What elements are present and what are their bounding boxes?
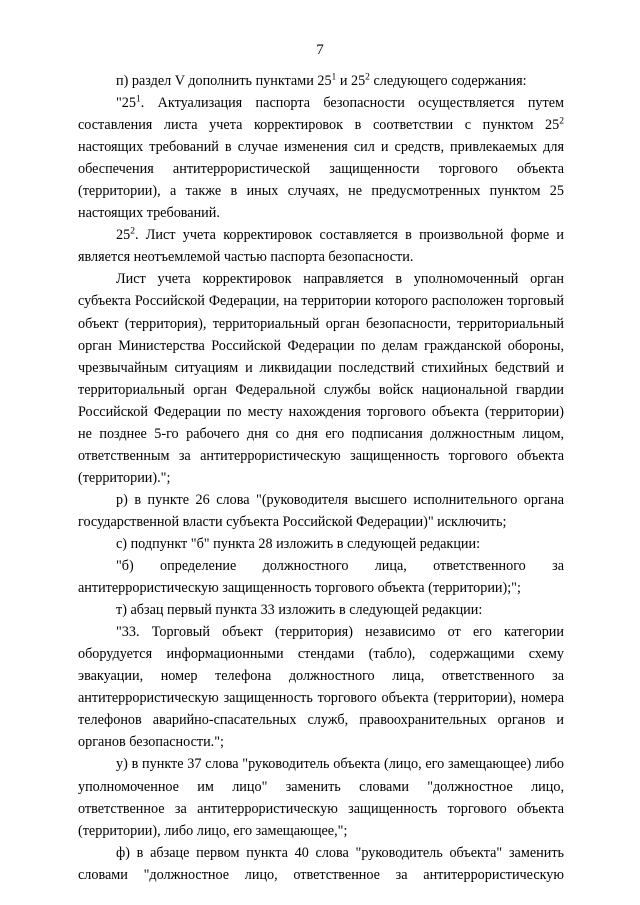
document-body [78,70,564,886]
paragraph: $25^2$. Лист учета корректировок составляется в произвольной форме и является неотъемлемой частью паспорта безопасности. [78,226,564,266]
paragraph: Лист учета корректировок направляется в уполномоченный орган субъекта Российской Федерации, на территории которого расположен торговый объект (территория), территориальный орган безопасности, территориальный орган Министерства Российской Федерации по делам гражданской обороны, чрезвычайным ситуациям и ликвидации последствий стихийных бедствий и территориальный орган Федеральной службы войск национальной гвардии Российской Федерации по месту нахождения торгового объекта (территории) не позднее 5-го рабочего дня со дня его подписания должностным лицом, ответственным за антитеррористическую защищенность торгового объекта (территории)."; [78,271,564,486]
paragraph: т) абзац первый пункта 33 изложить в следующей редакции: [116,602,483,619]
paragraph: "б) определение должностного лица, ответственного за антитеррористическую защищенность торгового объекта (территории);"; [78,558,564,597]
page-number: 7 [316,42,324,58]
paragraph: с) подпункт "б" пункта 28 изложить в следующей редакции: [116,535,481,552]
paragraph: п) раздел V дополнить пунктами $25^1$ и $25^2$ следующего содержания: [116,72,527,89]
paragraph: у) в пункте 37 слова "руководитель объекта (лицо, его замещающее) либо уполномоченное им лицо" заменить словами "должностное лицо, ответственное за антитеррористическую защищенность торгового объекта (территории), либо лицо, его замещающее,"; [78,756,564,839]
paragraph: "33. Торговый объект (территория) независимо от его категории оборудуется информационными стендами (табло), содержащими схему эвакуации, номер телефона должностного лица, ответственного за антитеррористическую защищенность торгового объекта (территории), номера телефонов аварийно-спасательных служб, правоохранительных органов и органов безопасности."; [78,624,564,751]
paragraph: "$25^1$. Актуализация паспорта безопасности осуществляется путем составления листа учета корректировок в соответствии с пунктом $25^2$ настоящих требований в случае изменения сил и средств, привлекаемых для обеспечения антитеррористической защищенности торгового объекта (территории), а также в иных случаях, не предусмотренных пунктом 25 настоящих требований. [78,94,564,222]
paragraph: ф) в абзаце первом пункта 40 слова "руководитель объекта" заменить словами "должностное лицо, ответственное за антитеррористическую [78,844,564,883]
paragraph: р) в пункте 26 слова "(руководителя высшего исполнительного органа государственной власти субъекта Российской Федерации)" исключить; [78,491,564,530]
